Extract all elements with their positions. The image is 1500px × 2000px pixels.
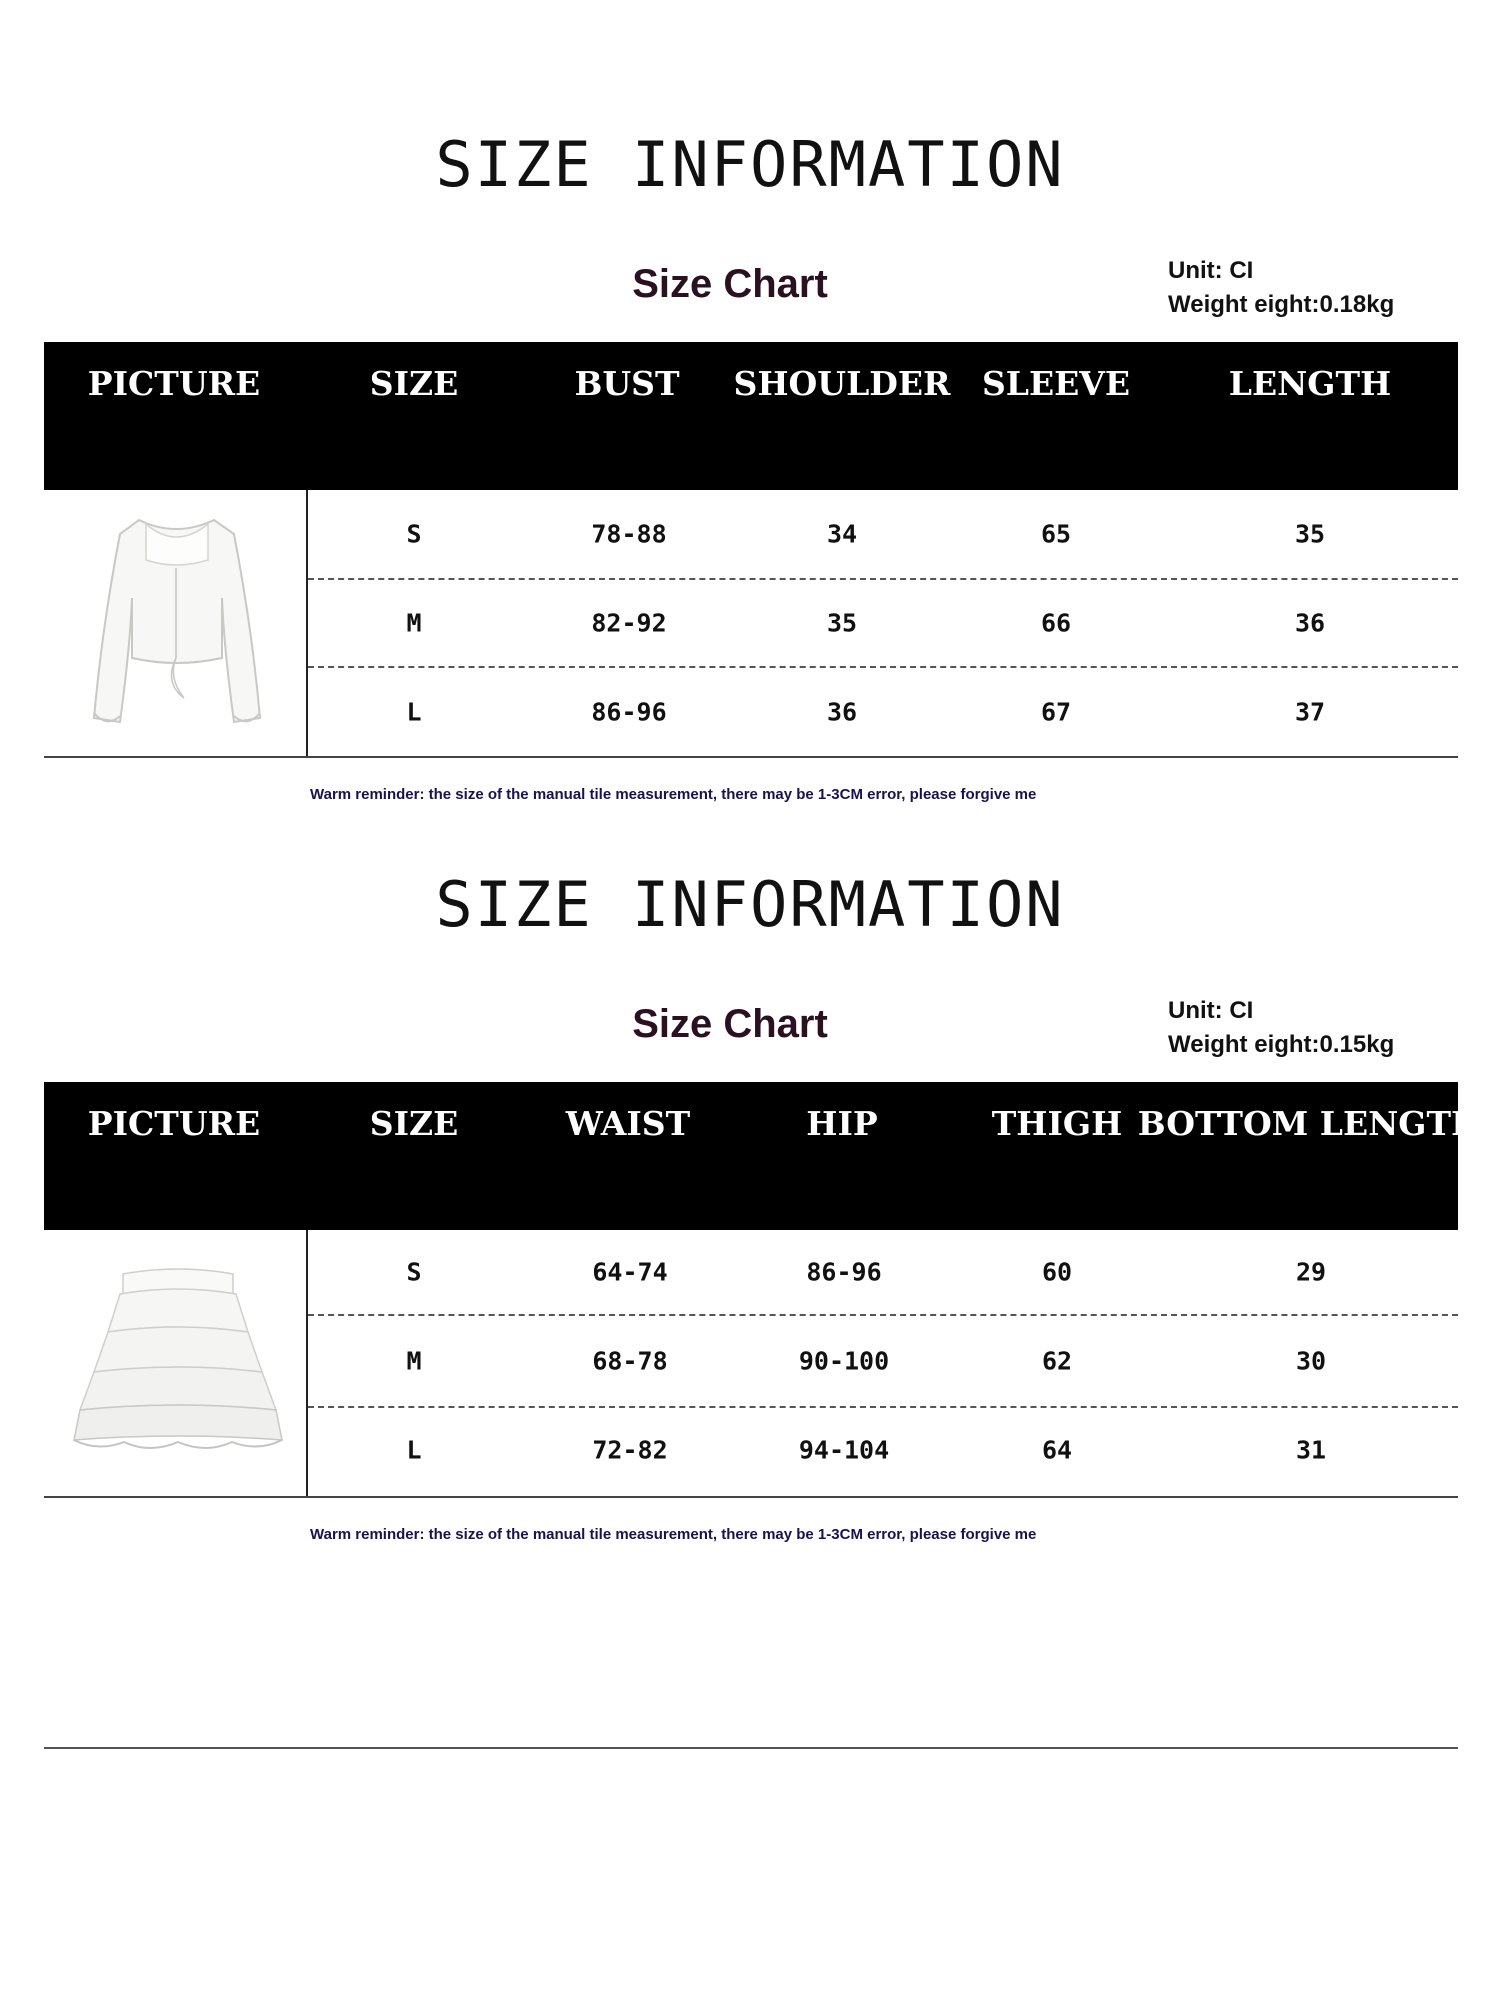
cell-waist: 64-74 <box>592 1257 668 1287</box>
row-divider <box>308 1406 1458 1408</box>
col-bottom-length: BOTTOM LENGTH <box>1137 1104 1483 1143</box>
cell-thigh: 60 <box>1041 1257 1073 1287</box>
size-information-heading: SIZE INFORMATION <box>435 868 1065 941</box>
warm-reminder: Warm reminder: the size of the manual tile measurement, there may be 1-3CM error, please forgive me <box>310 1526 1037 1543</box>
column-divider <box>306 1230 308 1496</box>
col-thigh: THIGH <box>991 1104 1123 1143</box>
cell-bottom-length: 31 <box>1295 1435 1327 1465</box>
size-block-top <box>0 0 1500 803</box>
cell-length: 37 <box>1294 697 1326 727</box>
weight-label: Weight eight:0.18kg <box>1168 291 1395 318</box>
cell-shoulder: 36 <box>826 697 858 727</box>
cell-length: 36 <box>1294 608 1326 638</box>
unit-info <box>1168 994 1394 1062</box>
cell-bust: 86-96 <box>591 697 667 727</box>
col-size: SIZE <box>369 364 459 403</box>
cell-size: S <box>406 1257 422 1287</box>
footer-divider <box>44 1747 1458 1749</box>
row-divider <box>308 1314 1458 1316</box>
cell-size: M <box>406 608 422 638</box>
cell-bottom-length: 29 <box>1295 1257 1327 1287</box>
tiered-skirt-icon <box>68 1260 288 1460</box>
cell-shoulder: 34 <box>826 519 858 549</box>
table-bottom-line <box>44 1496 1458 1498</box>
cell-length: 35 <box>1294 519 1326 549</box>
col-sleeve: SLEEVE <box>981 364 1131 403</box>
size-chart-title: Size Chart <box>632 1002 828 1046</box>
cell-thigh: 64 <box>1041 1435 1073 1465</box>
size-block-bottom <box>0 572 1500 1543</box>
table-body <box>44 1230 1458 1496</box>
col-bust: BUST <box>574 364 680 403</box>
weight-label: Weight eight:0.15kg <box>1168 1031 1395 1058</box>
size-chart-title: Size Chart <box>632 262 828 306</box>
cell-size: L <box>406 1435 422 1465</box>
table-header <box>44 1082 1483 1230</box>
cell-size: M <box>406 1346 422 1376</box>
size-information-heading: SIZE INFORMATION <box>435 128 1065 201</box>
cell-bust: 82-92 <box>591 608 667 638</box>
cell-thigh: 62 <box>1041 1346 1073 1376</box>
unit-info <box>1168 254 1394 322</box>
col-picture: PICTURE <box>87 364 261 403</box>
col-shoulder: SHOULDER <box>733 364 951 403</box>
cell-waist: 68-78 <box>592 1346 668 1376</box>
col-size: SIZE <box>369 1104 459 1143</box>
cell-sleeve: 66 <box>1040 608 1072 638</box>
cell-sleeve: 67 <box>1040 697 1072 727</box>
cell-hip: 94-104 <box>798 1435 890 1465</box>
warm-reminder: Warm reminder: the size of the manual tile measurement, there may be 1-3CM error, please forgive me <box>310 786 1037 803</box>
cell-hip: 86-96 <box>806 1257 882 1287</box>
unit-label: Unit: CI <box>1168 997 1254 1024</box>
cell-waist: 72-82 <box>592 1435 668 1465</box>
col-length: LENGTH <box>1228 364 1392 403</box>
cell-size: L <box>406 697 422 727</box>
cell-bust: 78-88 <box>591 519 667 549</box>
col-hip: HIP <box>806 1104 878 1143</box>
cell-bottom-length: 30 <box>1295 1346 1327 1376</box>
cell-size: S <box>406 519 422 549</box>
col-waist: WAIST <box>565 1104 691 1143</box>
cell-shoulder: 35 <box>826 608 858 638</box>
cell-hip: 90-100 <box>798 1346 890 1376</box>
col-picture: PICTURE <box>87 1104 261 1143</box>
cell-sleeve: 65 <box>1040 519 1072 549</box>
table-header <box>44 342 1458 490</box>
unit-label: Unit: CI <box>1168 257 1254 284</box>
